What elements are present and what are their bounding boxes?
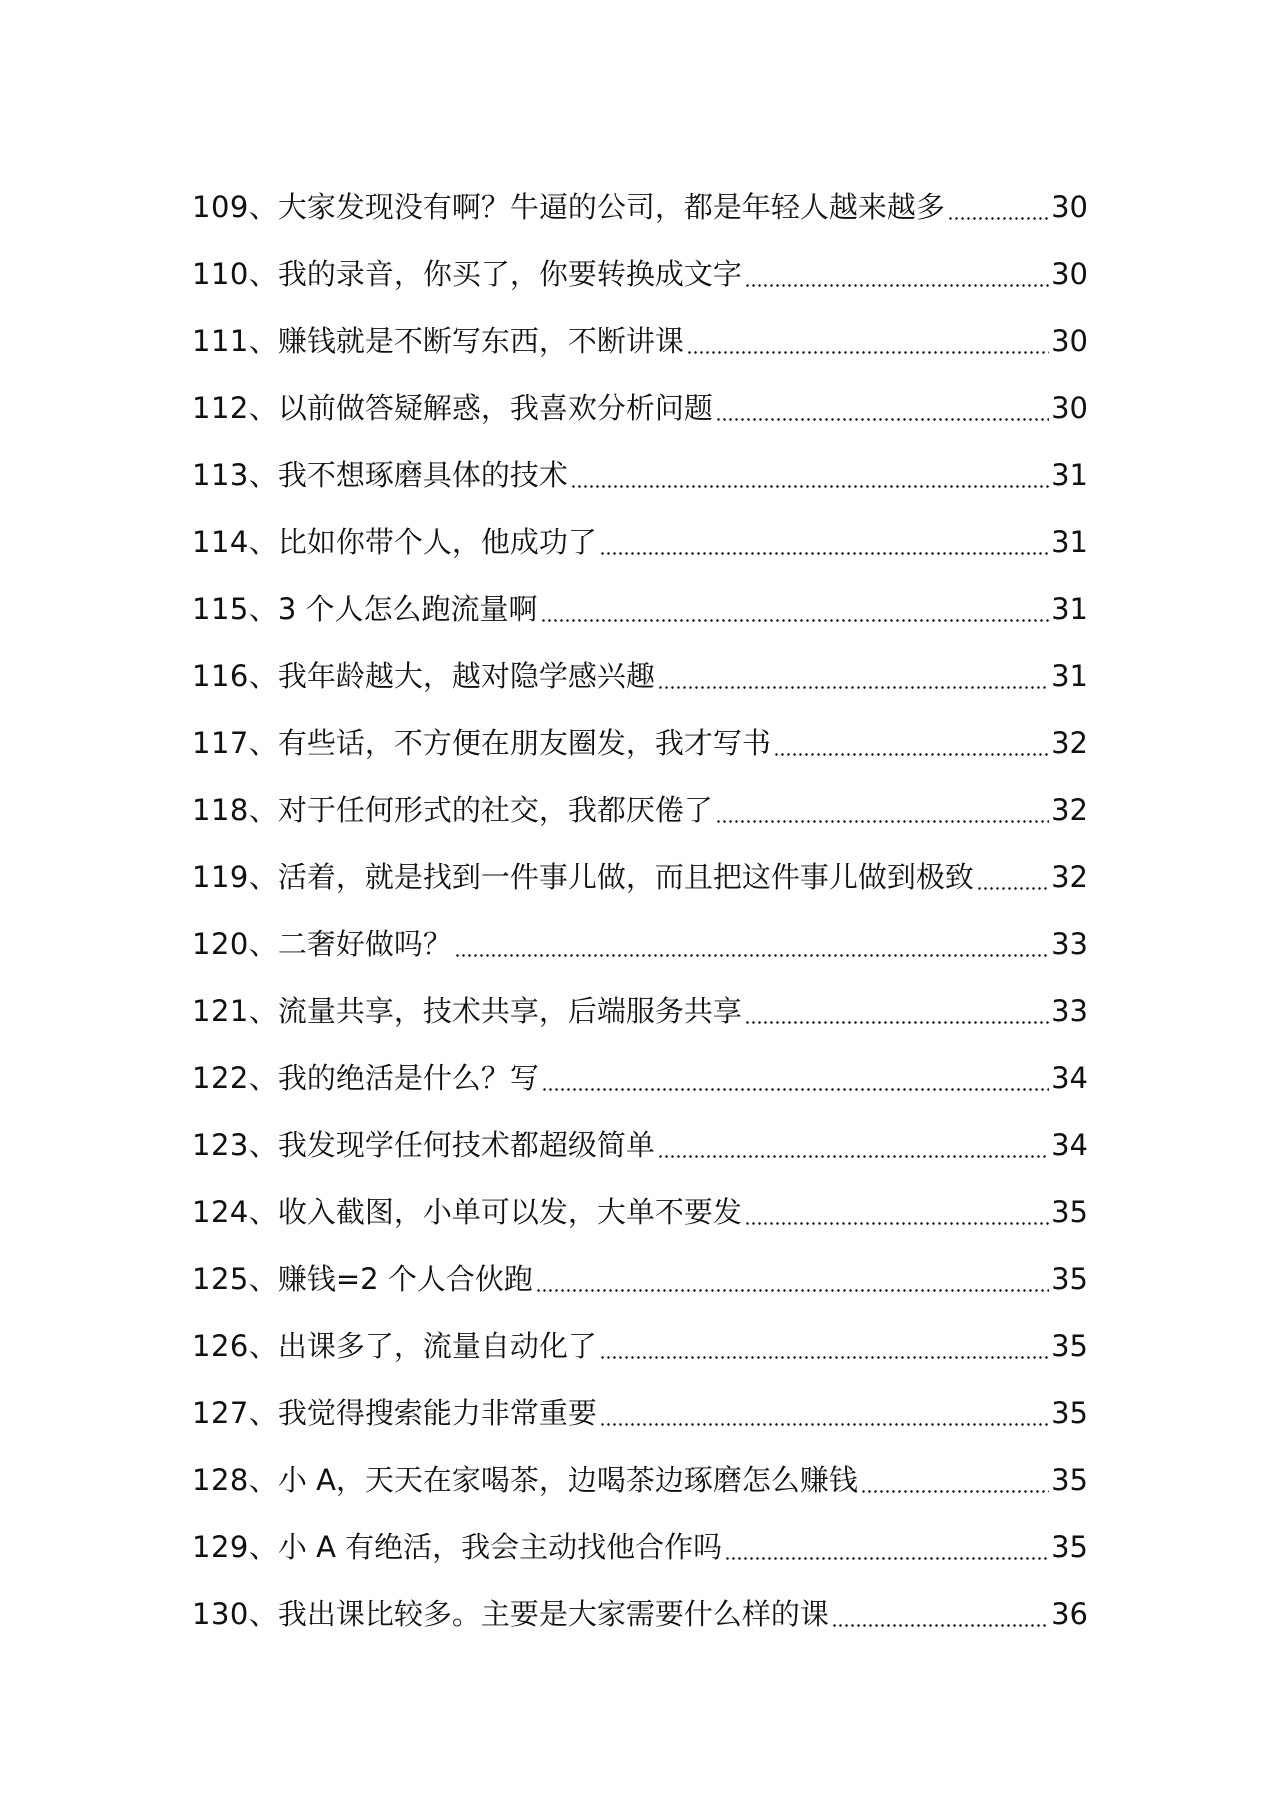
toc-entry[interactable] — [192, 562, 1088, 629]
dot-leader — [659, 663, 1049, 689]
dot-leader — [601, 529, 1049, 555]
toc-entry-text — [192, 1326, 597, 1366]
toc-entry-page-number: 35 — [1051, 1530, 1088, 1564]
toc-entry-text — [192, 857, 974, 897]
toc-entry-number: 113 — [192, 458, 249, 492]
toc-entry-page-number: 30 — [1051, 190, 1088, 224]
dot-leader — [949, 194, 1049, 220]
toc-entry-number: 120 — [192, 927, 249, 961]
toc-entry[interactable] — [192, 830, 1088, 897]
toc-entry-text — [192, 522, 597, 562]
toc-entry-separator: 、 — [248, 659, 278, 693]
toc-entry-title: 我觉得搜索能力非常重要 — [277, 1396, 597, 1430]
toc-entry-title: 二奢好做吗？ — [277, 927, 452, 961]
toc-entry-number: 126 — [192, 1329, 249, 1363]
toc-entry-number: 114 — [192, 525, 249, 559]
table-of-contents — [192, 160, 1088, 1634]
toc-entry-title: 有些话，不方便在朋友圈发，我才写书 — [277, 726, 771, 760]
toc-entry-title: 流量共享，技术共享，后端服务共享 — [277, 994, 742, 1028]
dot-leader — [659, 1132, 1049, 1158]
toc-entry-title: 我不想琢磨具体的技术 — [277, 458, 568, 492]
dot-leader — [601, 1333, 1049, 1359]
dot-leader — [746, 261, 1049, 287]
toc-entry-number: 122 — [192, 1061, 249, 1095]
toc-entry-separator: 、 — [248, 1061, 278, 1095]
toc-entry-page-number: 31 — [1051, 659, 1088, 693]
toc-entry-separator: 、 — [248, 324, 278, 358]
dot-leader — [688, 328, 1049, 354]
dot-leader — [543, 1065, 1049, 1091]
toc-entry-page-number: 32 — [1051, 726, 1088, 760]
toc-entry-text — [192, 790, 713, 830]
toc-entry-text — [192, 656, 655, 696]
toc-entry-title: 赚钱=2 个人合伙跑 — [277, 1262, 533, 1296]
toc-entry-page-number: 35 — [1051, 1396, 1088, 1430]
toc-entry-separator: 、 — [248, 860, 278, 894]
toc-entry-separator: 、 — [248, 1195, 278, 1229]
toc-entry[interactable] — [192, 1031, 1088, 1098]
toc-entry-separator: 、 — [248, 994, 278, 1028]
toc-entry-page-number: 33 — [1051, 927, 1088, 961]
dot-leader — [717, 797, 1049, 823]
toc-entry[interactable] — [192, 964, 1088, 1031]
toc-entry-number: 118 — [192, 793, 249, 827]
toc-entry-title: 3 个人怎么跑流量啊 — [277, 592, 538, 626]
toc-entry-text — [192, 1594, 829, 1634]
toc-entry-page-number: 33 — [1051, 994, 1088, 1028]
toc-entry-separator: 、 — [248, 927, 278, 961]
toc-entry-separator: 、 — [248, 1262, 278, 1296]
toc-entry-separator: 、 — [248, 525, 278, 559]
toc-entry[interactable] — [192, 1232, 1088, 1299]
toc-entry-page-number: 30 — [1051, 257, 1088, 291]
toc-entry-text — [192, 924, 452, 964]
toc-entry-number: 119 — [192, 860, 249, 894]
toc-entry[interactable] — [192, 361, 1088, 428]
toc-entry[interactable] — [192, 160, 1088, 227]
toc-entry-number: 129 — [192, 1530, 249, 1564]
dot-leader — [717, 395, 1049, 421]
dot-leader — [542, 596, 1050, 622]
dot-leader — [775, 730, 1049, 756]
toc-entry-text — [192, 1527, 722, 1567]
toc-entry-title: 我出课比较多。主要是大家需要什么样的课 — [277, 1597, 829, 1631]
toc-entry-page-number: 30 — [1051, 324, 1088, 358]
toc-entry-separator: 、 — [248, 592, 278, 626]
toc-entry-text — [192, 589, 538, 629]
toc-entry[interactable] — [192, 1165, 1088, 1232]
dot-leader — [978, 864, 1049, 890]
dot-leader — [726, 1534, 1049, 1560]
toc-entry-page-number: 34 — [1051, 1128, 1088, 1162]
toc-entry-separator: 、 — [248, 1597, 278, 1631]
dot-leader — [601, 1400, 1049, 1426]
toc-entry-text — [192, 1460, 858, 1500]
toc-entry-text — [192, 321, 684, 361]
toc-entry[interactable] — [192, 897, 1088, 964]
toc-entry[interactable] — [192, 629, 1088, 696]
toc-entry-title: 出课多了，流量自动化了 — [277, 1329, 597, 1363]
dot-leader — [862, 1467, 1049, 1493]
toc-entry-number: 116 — [192, 659, 249, 693]
toc-entry-separator: 、 — [248, 391, 278, 425]
toc-entry-number: 130 — [192, 1597, 249, 1631]
toc-entry[interactable] — [192, 1098, 1088, 1165]
toc-entry-separator: 、 — [248, 1396, 278, 1430]
toc-entry-number: 128 — [192, 1463, 249, 1497]
toc-entry-number: 111 — [192, 324, 249, 358]
toc-entry-page-number: 35 — [1051, 1463, 1088, 1497]
toc-entry-page-number: 34 — [1051, 1061, 1088, 1095]
toc-entry-separator: 、 — [248, 1128, 278, 1162]
dot-leader — [746, 998, 1049, 1024]
toc-entry-number: 121 — [192, 994, 249, 1028]
toc-entry-title: 我的录音，你买了，你要转换成文字 — [277, 257, 742, 291]
toc-entry-title: 小 A 有绝活，我会主动找他合作吗 — [277, 1530, 723, 1564]
toc-entry-text — [192, 1125, 655, 1165]
toc-entry-separator: 、 — [248, 1530, 278, 1564]
toc-entry-title: 活着，就是找到一件事儿做，而且把这件事儿做到极致 — [277, 860, 974, 894]
toc-entry-text — [192, 991, 742, 1031]
toc-entry-number: 125 — [192, 1262, 249, 1296]
toc-entry-text — [192, 455, 568, 495]
toc-entry[interactable] — [192, 696, 1088, 763]
toc-entry-page-number: 36 — [1051, 1597, 1088, 1631]
dot-leader — [456, 931, 1049, 957]
toc-entry-separator: 、 — [248, 458, 278, 492]
toc-entry-page-number: 35 — [1051, 1195, 1088, 1229]
toc-entry-number: 110 — [192, 257, 249, 291]
toc-entry-separator: 、 — [248, 726, 278, 760]
toc-entry-text — [192, 1259, 533, 1299]
toc-entry-text — [192, 388, 713, 428]
toc-entry-number: 123 — [192, 1128, 249, 1162]
toc-entry-title: 以前做答疑解惑，我喜欢分析问题 — [277, 391, 713, 425]
dot-leader — [572, 462, 1049, 488]
toc-entry-page-number: 31 — [1051, 458, 1088, 492]
toc-entry-page-number: 35 — [1051, 1329, 1088, 1363]
dot-leader — [537, 1266, 1049, 1292]
toc-entry-title: 收入截图，小单可以发，大单不要发 — [277, 1195, 742, 1229]
toc-entry-separator: 、 — [248, 257, 278, 291]
toc-entry-page-number: 32 — [1051, 793, 1088, 827]
toc-entry-separator: 、 — [248, 1463, 278, 1497]
toc-entry-separator: 、 — [248, 1329, 278, 1363]
toc-entry[interactable] — [192, 763, 1088, 830]
toc-entry[interactable] — [192, 1366, 1088, 1433]
toc-entry-number: 124 — [192, 1195, 249, 1229]
toc-entry-title: 大家发现没有啊？牛逼的公司，都是年轻人越来越多 — [277, 190, 945, 224]
toc-entry-title: 对于任何形式的社交，我都厌倦了 — [277, 793, 713, 827]
toc-entry-separator: 、 — [248, 793, 278, 827]
toc-entry-page-number: 31 — [1051, 592, 1088, 626]
toc-entry[interactable] — [192, 1500, 1088, 1567]
toc-entry-title: 我发现学任何技术都超级简单 — [277, 1128, 655, 1162]
toc-entry-title: 比如你带个人，他成功了 — [277, 525, 597, 559]
toc-entry[interactable] — [192, 428, 1088, 495]
toc-entry-text — [192, 723, 771, 763]
toc-entry[interactable] — [192, 1299, 1088, 1366]
toc-entry-text — [192, 187, 945, 227]
dot-leader — [746, 1199, 1049, 1225]
toc-entry[interactable] — [192, 227, 1088, 294]
toc-entry-page-number: 32 — [1051, 860, 1088, 894]
dot-leader — [833, 1601, 1049, 1627]
toc-entry-text — [192, 1058, 539, 1098]
toc-entry-title: 我的绝活是什么？写 — [277, 1061, 539, 1095]
toc-entry-page-number: 30 — [1051, 391, 1088, 425]
toc-entry[interactable] — [192, 1567, 1088, 1634]
toc-entry-title: 小 A，天天在家喝茶，边喝茶边琢磨怎么赚钱 — [277, 1463, 858, 1497]
toc-entry-text — [192, 1393, 597, 1433]
toc-entry-title: 赚钱就是不断写东西，不断讲课 — [277, 324, 684, 358]
toc-entry-title: 我年龄越大，越对隐学感兴趣 — [277, 659, 655, 693]
toc-entry-text — [192, 254, 742, 294]
toc-entry-page-number: 31 — [1051, 525, 1088, 559]
toc-entry-number: 115 — [192, 592, 249, 626]
toc-entry-number: 109 — [192, 190, 249, 224]
toc-entry-number: 127 — [192, 1396, 249, 1430]
toc-entry[interactable] — [192, 495, 1088, 562]
toc-entry-number: 117 — [192, 726, 249, 760]
toc-entry[interactable] — [192, 1433, 1088, 1500]
toc-entry-number: 112 — [192, 391, 249, 425]
toc-entry-separator: 、 — [248, 190, 278, 224]
toc-entry-text — [192, 1192, 742, 1232]
toc-entry-page-number: 35 — [1051, 1262, 1088, 1296]
toc-entry[interactable] — [192, 294, 1088, 361]
